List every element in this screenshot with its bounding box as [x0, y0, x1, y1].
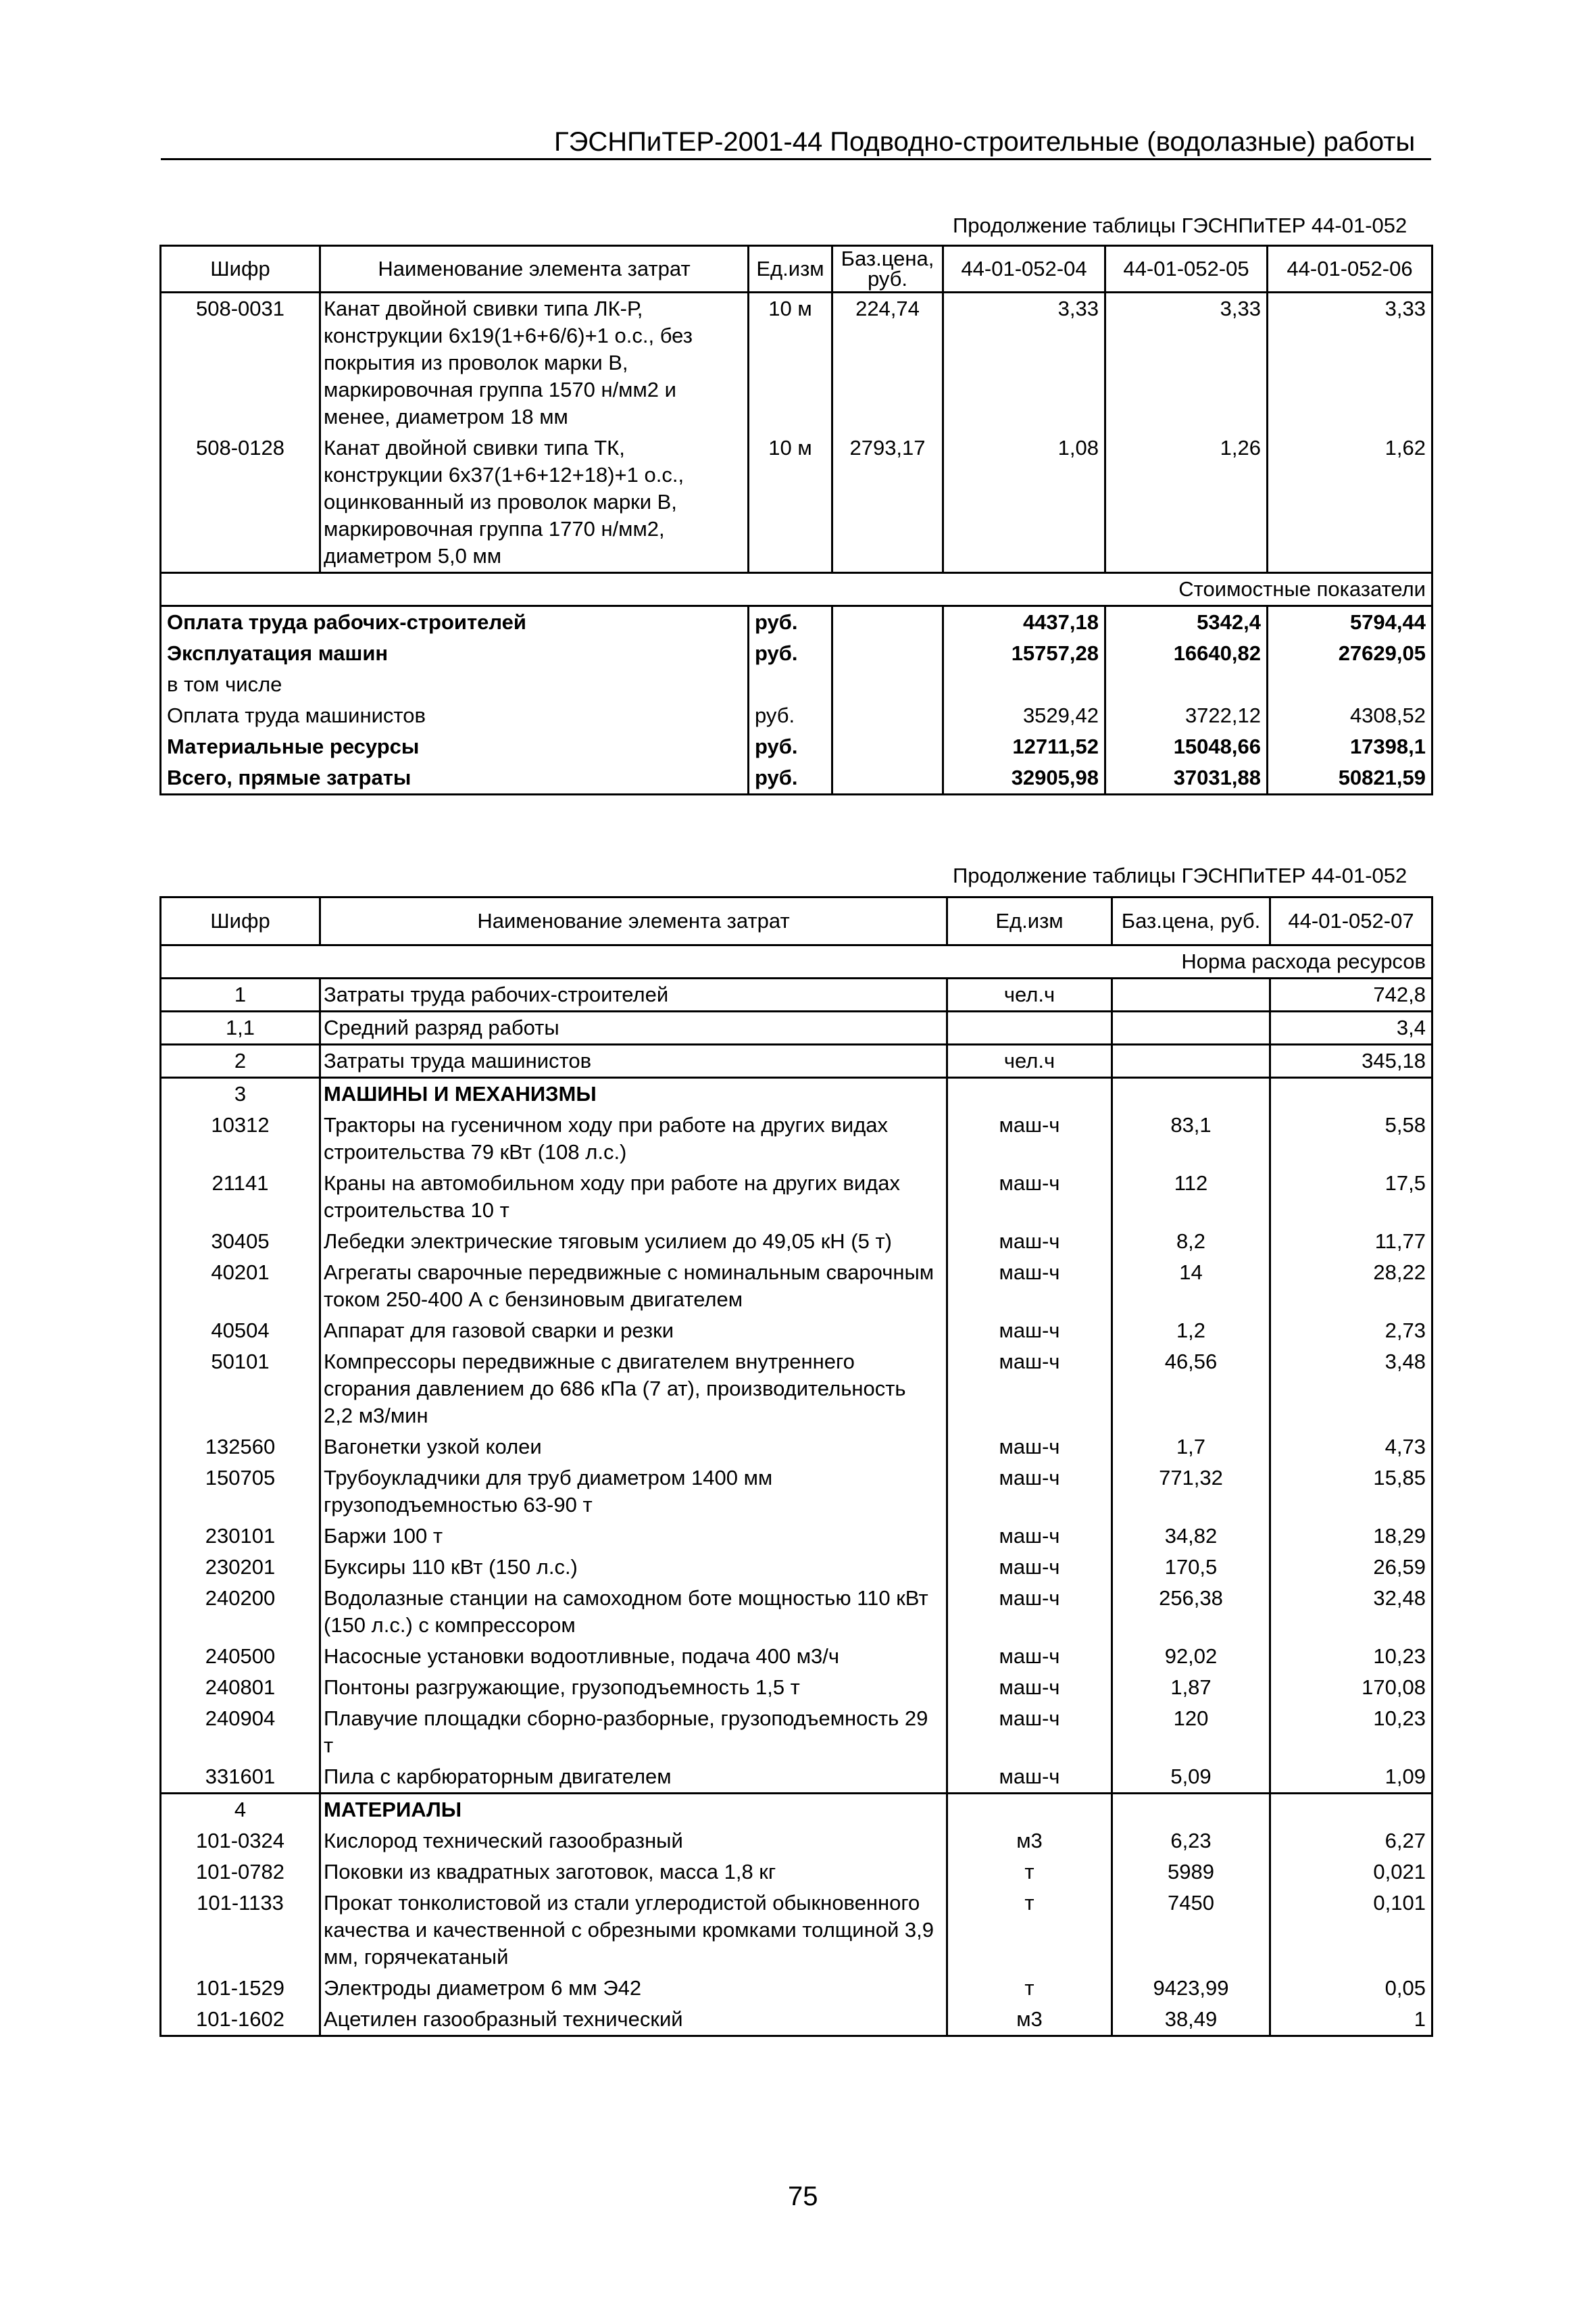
price-cell: 5,09: [1112, 1761, 1270, 1794]
value-cell: 0,101: [1270, 1888, 1432, 1973]
summary-value: 32905,98: [943, 762, 1105, 795]
summary-value: 16640,82: [1105, 638, 1268, 669]
table-row: [161, 979, 1432, 1012]
table-row: [161, 1973, 1432, 2004]
name-cell: Ацетилен газообразный технический: [320, 2004, 947, 2036]
summary-value: [943, 669, 1105, 700]
section-row: [161, 945, 1432, 979]
summary-name: в том числе: [161, 669, 749, 700]
price-cell: 120: [1112, 1703, 1270, 1761]
column-header: Баз.цена, руб.: [1112, 897, 1270, 945]
unit-cell: маш-ч: [947, 1552, 1112, 1583]
summary-row: [161, 762, 1432, 795]
code-cell: 240801: [161, 1672, 320, 1703]
resource-table-2: [159, 896, 1433, 2037]
code-cell: 40201: [161, 1257, 320, 1315]
value-cell: 3,33: [943, 293, 1105, 433]
price-cell: 7450: [1112, 1888, 1270, 1973]
value-cell: 5,58: [1270, 1110, 1432, 1168]
price-cell: 1,87: [1112, 1672, 1270, 1703]
name-cell: Электроды диаметром 6 мм Э42: [320, 1973, 947, 2004]
unit-cell: маш-ч: [947, 1703, 1112, 1761]
table2-caption: Продолжение таблицы ГЭСНПиТЕР 44-01-052: [953, 864, 1407, 887]
summary-unit: руб.: [749, 638, 832, 669]
unit-cell: т: [947, 1888, 1112, 1973]
value-cell: 2,73: [1270, 1315, 1432, 1346]
unit-cell: маш-ч: [947, 1315, 1112, 1346]
value-cell: 10,23: [1270, 1641, 1432, 1672]
name-cell: Компрессоры передвижные с двигателем внутреннего сгорания давлением до 686 кПа (7 ат), производительность 2,2 м3/мин: [320, 1346, 947, 1431]
unit-cell: [947, 1794, 1112, 1826]
value-cell: 3,33: [1105, 293, 1268, 433]
value-cell: 32,48: [1270, 1583, 1432, 1641]
code-cell: 10312: [161, 1110, 320, 1168]
code-cell: 240500: [161, 1641, 320, 1672]
summary-unit: руб.: [749, 606, 832, 639]
section-label: Стоимостные показатели: [161, 573, 1432, 606]
name-cell: Кислород технический газообразный: [320, 1825, 947, 1856]
unit-cell: маш-ч: [947, 1346, 1112, 1431]
summary-row: [161, 606, 1432, 639]
unit-cell: 10 м: [749, 433, 832, 573]
code-cell: 1,1: [161, 1012, 320, 1045]
code-cell: 132560: [161, 1431, 320, 1462]
table-row: [161, 1045, 1432, 1078]
price-cell: 170,5: [1112, 1552, 1270, 1583]
price-cell: 1,2: [1112, 1315, 1270, 1346]
price-cell: [1112, 1012, 1270, 1045]
code-cell: 240904: [161, 1703, 320, 1761]
table-row: [161, 1110, 1432, 1168]
summary-unit: руб.: [749, 700, 832, 731]
price-cell: 112: [1112, 1168, 1270, 1226]
unit-cell: маш-ч: [947, 1583, 1112, 1641]
price-cell: [1112, 1045, 1270, 1078]
section-row: [161, 573, 1432, 606]
code-cell: 230201: [161, 1552, 320, 1583]
value-cell: 1: [1270, 2004, 1432, 2036]
summary-value: 5342,4: [1105, 606, 1268, 639]
price-cell: 8,2: [1112, 1226, 1270, 1257]
price-cell: 224,74: [832, 293, 943, 433]
code-cell: 2: [161, 1045, 320, 1078]
price-cell: 46,56: [1112, 1346, 1270, 1431]
name-cell: Поковки из квадратных заготовок, масса 1,8 кг: [320, 1856, 947, 1888]
summary-value: 15757,28: [943, 638, 1105, 669]
summary-value: 3722,12: [1105, 700, 1268, 731]
code-cell: 50101: [161, 1346, 320, 1431]
name-cell: МАШИНЫ И МЕХАНИЗМЫ: [320, 1078, 947, 1110]
unit-cell: т: [947, 1973, 1112, 2004]
value-cell: 0,021: [1270, 1856, 1432, 1888]
name-cell: Пила с карбюраторным двигателем: [320, 1761, 947, 1794]
unit-cell: маш-ч: [947, 1431, 1112, 1462]
name-cell: Аппарат для газовой сварки и резки: [320, 1315, 947, 1346]
price-cell: 2793,17: [832, 433, 943, 573]
summary-empty: [832, 700, 943, 731]
code-cell: 101-0324: [161, 1825, 320, 1856]
name-cell: Лебедки электрические тяговым усилием до 49,05 кН (5 т): [320, 1226, 947, 1257]
value-cell: 170,08: [1270, 1672, 1432, 1703]
table-row: [161, 1257, 1432, 1315]
summary-value: 3529,42: [943, 700, 1105, 731]
unit-cell: чел.ч: [947, 979, 1112, 1012]
table-row: [161, 1226, 1432, 1257]
code-cell: 331601: [161, 1761, 320, 1794]
column-header: 44-01-052-06: [1268, 246, 1432, 293]
summary-value: 4308,52: [1268, 700, 1432, 731]
table-row: [161, 1168, 1432, 1226]
value-cell: 1,26: [1105, 433, 1268, 573]
price-cell: 771,32: [1112, 1462, 1270, 1521]
table-row: [161, 1703, 1432, 1761]
name-cell: Тракторы на гусеничном ходу при работе на других видах строительства 79 кВт (108 л.с.): [320, 1110, 947, 1168]
code-cell: 40504: [161, 1315, 320, 1346]
name-cell: Водолазные станции на самоходном боте мощностью 110 кВт (150 л.с.) с компрессором: [320, 1583, 947, 1641]
summary-empty: [832, 731, 943, 762]
unit-cell: маш-ч: [947, 1462, 1112, 1521]
value-cell: 742,8: [1270, 979, 1432, 1012]
summary-empty: [832, 606, 943, 639]
code-cell: 101-1133: [161, 1888, 320, 1973]
column-header: Шифр: [161, 897, 320, 945]
summary-name: Оплата труда машинистов: [161, 700, 749, 731]
code-cell: 21141: [161, 1168, 320, 1226]
summary-row: [161, 731, 1432, 762]
summary-unit: руб.: [749, 731, 832, 762]
column-header: Ед.изм: [947, 897, 1112, 945]
name-cell: Трубоукладчики для труб диаметром 1400 мм грузоподъемностью 63-90 т: [320, 1462, 947, 1521]
code-cell: 508-0031: [161, 293, 320, 433]
unit-cell: маш-ч: [947, 1761, 1112, 1794]
code-cell: 1: [161, 979, 320, 1012]
page-number: 75: [788, 2182, 818, 2211]
price-cell: 38,49: [1112, 2004, 1270, 2036]
name-cell: Краны на автомобильном ходу при работе на других видах строительства 10 т: [320, 1168, 947, 1226]
unit-cell: [947, 1012, 1112, 1045]
unit-cell: м3: [947, 2004, 1112, 2036]
unit-cell: 10 м: [749, 293, 832, 433]
code-cell: 101-1529: [161, 1973, 320, 2004]
name-cell: Вагонетки узкой колеи: [320, 1431, 947, 1462]
price-cell: 92,02: [1112, 1641, 1270, 1672]
name-cell: Канат двойной свивки типа ЛК-Р, конструкции 6х19(1+6+6/6)+1 о.с., без покрытия из проволок марки В, маркировочная группа 1570 н/мм2 и менее, диаметром 18 мм: [320, 293, 749, 433]
value-cell: 1,09: [1270, 1761, 1432, 1794]
summary-value: 12711,52: [943, 731, 1105, 762]
unit-cell: маш-ч: [947, 1521, 1112, 1552]
summary-value: 15048,66: [1105, 731, 1268, 762]
name-cell: Средний разряд работы: [320, 1012, 947, 1045]
code-cell: 508-0128: [161, 433, 320, 573]
value-cell: 345,18: [1270, 1045, 1432, 1078]
value-cell: 3,4: [1270, 1012, 1432, 1045]
summary-name: Оплата труда рабочих-строителей: [161, 606, 749, 639]
unit-cell: маш-ч: [947, 1672, 1112, 1703]
summary-unit: руб.: [749, 762, 832, 795]
code-cell: 101-0782: [161, 1856, 320, 1888]
table-row: [161, 1012, 1432, 1045]
table-row: [161, 2004, 1432, 2036]
unit-cell: маш-ч: [947, 1641, 1112, 1672]
summary-name: Материальные ресурсы: [161, 731, 749, 762]
name-cell: Канат двойной свивки типа ТК, конструкции 6х37(1+6+12+18)+1 о.с., оцинкованный из проволок марки В, маркировочная группа 1770 н/мм2, диаметром 5,0 мм: [320, 433, 749, 573]
name-cell: Буксиры 110 кВт (150 л.с.): [320, 1552, 947, 1583]
summary-empty: [832, 638, 943, 669]
column-header: Шифр: [161, 246, 320, 293]
unit-cell: чел.ч: [947, 1045, 1112, 1078]
table1-header-row: [161, 246, 1432, 293]
name-cell: Агрегаты сварочные передвижные с номинальным сварочным током 250-400 А с бензиновым двигателем: [320, 1257, 947, 1315]
value-cell: 3,48: [1270, 1346, 1432, 1431]
code-cell: 101-1602: [161, 2004, 320, 2036]
unit-cell: м3: [947, 1825, 1112, 1856]
name-cell: Затраты труда рабочих-строителей: [320, 979, 947, 1012]
value-cell: 3,33: [1268, 293, 1432, 433]
table2-header-row: [161, 897, 1432, 945]
column-header: Баз.цена, руб.: [832, 246, 943, 293]
table-row: [161, 293, 1432, 433]
price-cell: 14: [1112, 1257, 1270, 1315]
column-header: 44-01-052-05: [1105, 246, 1268, 293]
table-row: [161, 1315, 1432, 1346]
name-cell: Прокат тонколистовой из стали углеродистой обыкновенного качества и качественной с обрезными кромками толщиной 3,9 мм, горячекатаный: [320, 1888, 947, 1973]
summary-name: Эксплуатация машин: [161, 638, 749, 669]
resource-table-1: [159, 245, 1433, 795]
table1-caption: Продолжение таблицы ГЭСНПиТЕР 44-01-052: [953, 214, 1407, 237]
summary-name: Всего, прямые затраты: [161, 762, 749, 795]
name-cell: Понтоны разгружающие, грузоподъемность 1,5 т: [320, 1672, 947, 1703]
name-cell: Баржи 100 т: [320, 1521, 947, 1552]
value-cell: [1270, 1794, 1432, 1826]
table-row: [161, 1431, 1432, 1462]
summary-value: 37031,88: [1105, 762, 1268, 795]
summary-value: 4437,18: [943, 606, 1105, 639]
table-row: [161, 1078, 1432, 1110]
summary-row: [161, 669, 1432, 700]
summary-value: 5794,44: [1268, 606, 1432, 639]
table-row: [161, 1462, 1432, 1521]
value-cell: 1,08: [943, 433, 1105, 573]
table-row: [161, 1761, 1432, 1794]
table-row: [161, 1672, 1432, 1703]
value-cell: 18,29: [1270, 1521, 1432, 1552]
value-cell: 1,62: [1268, 433, 1432, 573]
value-cell: [1270, 1078, 1432, 1110]
unit-cell: маш-ч: [947, 1110, 1112, 1168]
price-cell: 5989: [1112, 1856, 1270, 1888]
summary-value: [1268, 669, 1432, 700]
name-cell: Плавучие площадки сборно-разборные, грузоподъемность 29 т: [320, 1703, 947, 1761]
code-cell: 230101: [161, 1521, 320, 1552]
summary-value: [1105, 669, 1268, 700]
summary-row: [161, 700, 1432, 731]
code-cell: 4: [161, 1794, 320, 1826]
name-cell: Затраты труда машинистов: [320, 1045, 947, 1078]
table-row: [161, 1794, 1432, 1826]
unit-cell: маш-ч: [947, 1257, 1112, 1315]
summary-empty: [832, 669, 943, 700]
unit-cell: т: [947, 1856, 1112, 1888]
value-cell: 15,85: [1270, 1462, 1432, 1521]
value-cell: 11,77: [1270, 1226, 1432, 1257]
table-row: [161, 1641, 1432, 1672]
summary-value: 50821,59: [1268, 762, 1432, 795]
unit-cell: [947, 1078, 1112, 1110]
price-cell: 6,23: [1112, 1825, 1270, 1856]
price-cell: 83,1: [1112, 1110, 1270, 1168]
price-cell: [1112, 979, 1270, 1012]
summary-row: [161, 638, 1432, 669]
name-cell: МАТЕРИАЛЫ: [320, 1794, 947, 1826]
value-cell: 28,22: [1270, 1257, 1432, 1315]
table-row: [161, 1521, 1432, 1552]
code-cell: 240200: [161, 1583, 320, 1641]
price-cell: 1,7: [1112, 1431, 1270, 1462]
summary-empty: [832, 762, 943, 795]
code-cell: 30405: [161, 1226, 320, 1257]
column-header: Наименование элемента затрат: [320, 246, 749, 293]
section-label: Норма расхода ресурсов: [161, 945, 1432, 979]
unit-cell: маш-ч: [947, 1168, 1112, 1226]
summary-value: 17398,1: [1268, 731, 1432, 762]
value-cell: 26,59: [1270, 1552, 1432, 1583]
table-row: [161, 1825, 1432, 1856]
table-row: [161, 433, 1432, 573]
price-cell: 256,38: [1112, 1583, 1270, 1641]
price-cell: [1112, 1078, 1270, 1110]
value-cell: 17,5: [1270, 1168, 1432, 1226]
name-cell: Насосные установки водоотливные, подача 400 м3/ч: [320, 1641, 947, 1672]
value-cell: 4,73: [1270, 1431, 1432, 1462]
table-row: [161, 1856, 1432, 1888]
header-rule: [161, 158, 1431, 160]
column-header: Наименование элемента затрат: [320, 897, 947, 945]
summary-value: 27629,05: [1268, 638, 1432, 669]
column-header: 44-01-052-07: [1270, 897, 1432, 945]
table-row: [161, 1346, 1432, 1431]
table-row: [161, 1552, 1432, 1583]
unit-cell: маш-ч: [947, 1226, 1112, 1257]
table-row: [161, 1888, 1432, 1973]
value-cell: 6,27: [1270, 1825, 1432, 1856]
column-header: 44-01-052-04: [943, 246, 1105, 293]
table-row: [161, 1583, 1432, 1641]
price-cell: 9423,99: [1112, 1973, 1270, 2004]
code-cell: 3: [161, 1078, 320, 1110]
value-cell: 0,05: [1270, 1973, 1432, 2004]
price-cell: 34,82: [1112, 1521, 1270, 1552]
summary-unit: [749, 669, 832, 700]
column-header: Ед.изм: [749, 246, 832, 293]
code-cell: 150705: [161, 1462, 320, 1521]
price-cell: [1112, 1794, 1270, 1826]
page-header: ГЭСНПиТЕР-2001-44 Подводно-строительные (водолазные) работы: [554, 127, 1416, 157]
value-cell: 10,23: [1270, 1703, 1432, 1761]
